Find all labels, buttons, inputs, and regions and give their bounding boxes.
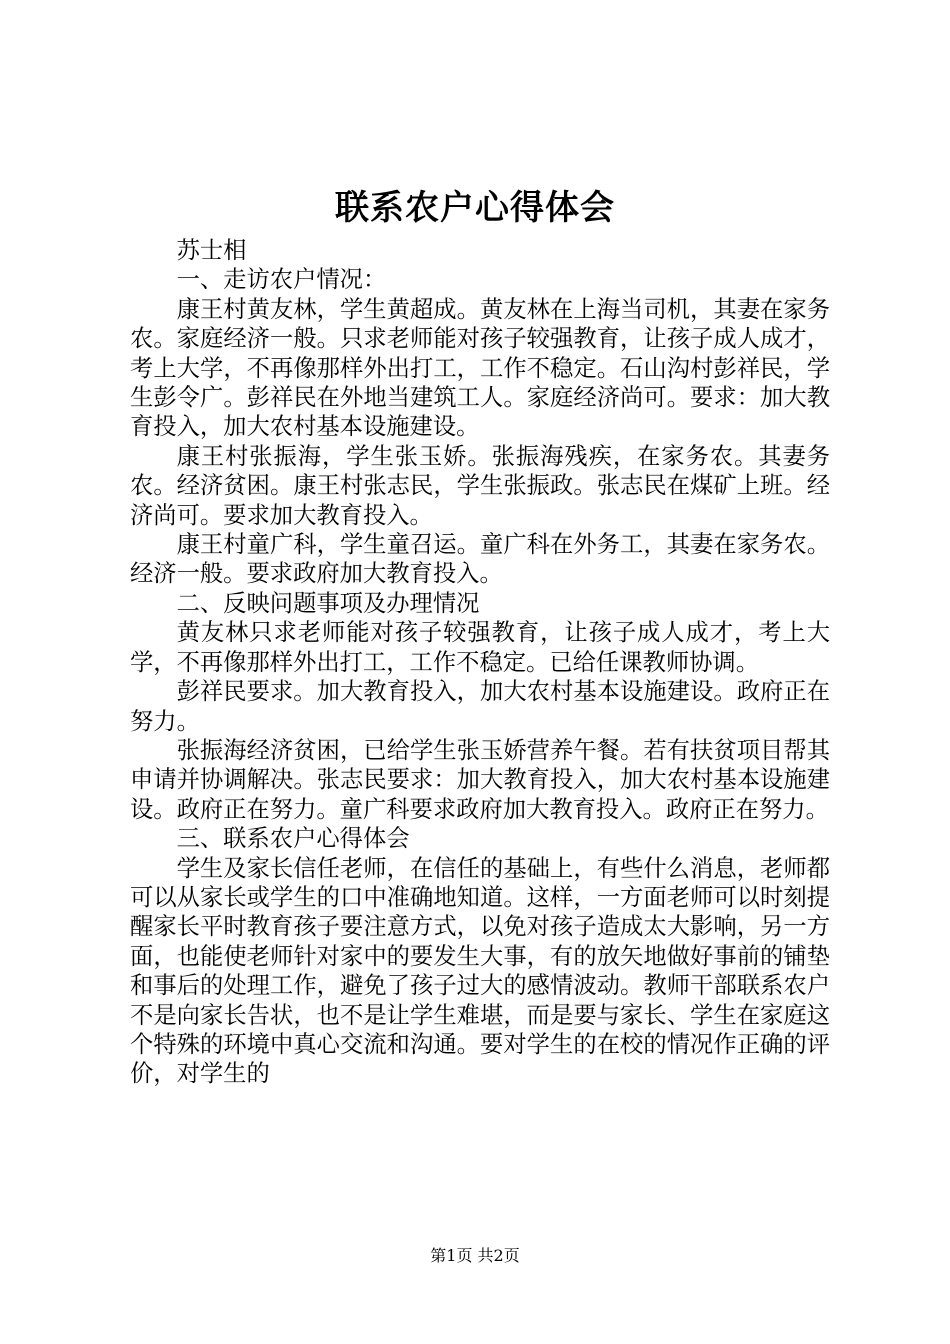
- section-heading: 三、联系农户心得体会: [176, 825, 410, 853]
- page-footer: 第1页 共2页: [430, 1246, 520, 1265]
- paragraph: 康王村张振海，学生张玉娇。张振海残疾，在家务农。其妻务农。经济贫困。康王村张志民，学生张振政。张志民在煤矿上班。经济尚可。要求加大教育投入。: [130, 442, 830, 529]
- section-heading: 一、走访农户情况：: [176, 266, 387, 294]
- document-body: [130, 236, 830, 1089]
- paragraph: 康王村童广科，学生童召运。童广科在外务工，其妻在家务农。经济一般。要求政府加大教育投入。: [130, 531, 830, 588]
- paragraph: 彭祥民要求。加大教育投入，加大农村基本设施建设。政府正在努力。: [130, 678, 830, 735]
- document-title: 联系农户心得体会: [335, 188, 615, 228]
- paragraph: 学生及家长信任老师，在信任的基础上，有些什么消息，老师都可以从家长或学生的口中准确地知道。这样，一方面老师可以时刻提醒家长平时教育孩子要注意方式，以免对孩子造成太大影响，另一方面，也能使老师针对家中的要发生大事，有的放矢地做好事前的铺垫和事后的处理工作，避免了孩子过大的感情波动。教师干部联系农户不是向家长告状，也不是让学生难堪，而是要与家长、学生在家庭这个特殊的环境中真心交流和沟通。要对学生的在校的情况作正确的评价，对学生的: [130, 854, 830, 1088]
- author-line: 苏士相: [176, 237, 247, 264]
- paragraph: 黄友林只求老师能对孩子较强教育，让孩子成人成才，考上大学，不再像那样外出打工，工作不稳定。已给任课教师协调。: [130, 619, 830, 676]
- section-heading: 二、反映问题事项及办理情况: [176, 589, 480, 617]
- paragraph: 康王村黄友林，学生黄超成。黄友林在上海当司机，其妻在家务农。家庭经济一般。只求老师能对孩子较强教育，让孩子成人成才，考上大学，不再像那样外出打工，工作不稳定。石山沟村彭祥民，学生彭令广。彭祥民在外地当建筑工人。家庭经济尚可。要求：加大教育投入，加大农村基本设施建设。: [130, 295, 830, 441]
- paragraph: 张振海经济贫困，已给学生张玉娇营养午餐。若有扶贫项目帮其申请并协调解决。张志民要求：加大教育投入，加大农村基本设施建设。政府正在努力。童广科要求政府加大教育投入。政府正在努力。: [130, 736, 830, 823]
